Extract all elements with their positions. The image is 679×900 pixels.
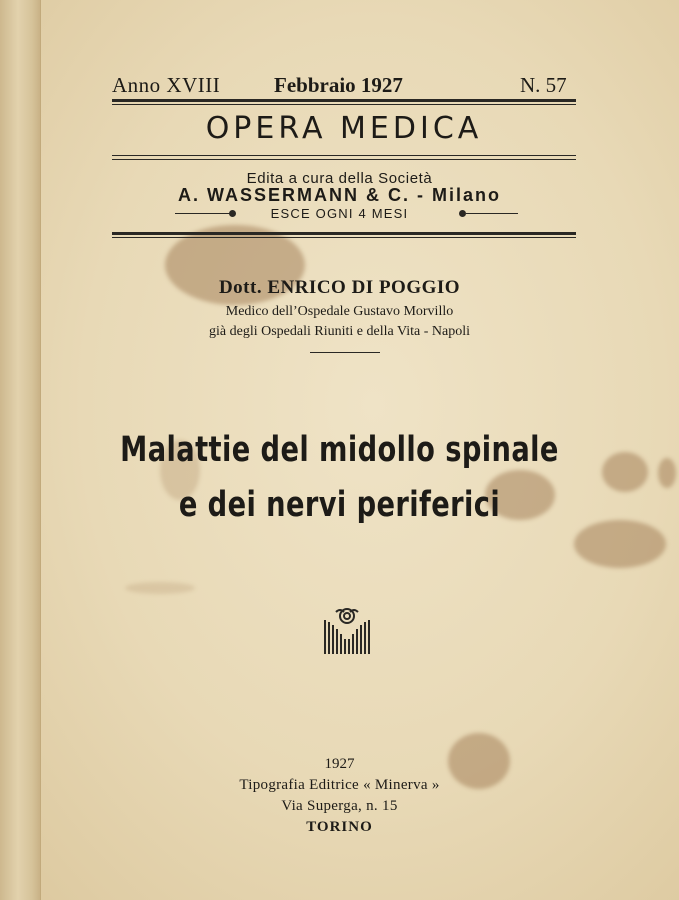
stain [658, 458, 676, 488]
stain [125, 582, 195, 594]
bullet-right [459, 210, 466, 217]
series-title: OPERA MEDICA [205, 111, 483, 146]
author-divider [310, 352, 380, 353]
volume-label: Anno XVIII [112, 73, 221, 97]
issue-date: Febbraio 1927 [274, 73, 403, 97]
series-rule [112, 155, 576, 156]
book-title-line-1: Malattie del midollo spinale [120, 430, 559, 470]
book-title-line-2: e dei nervi periferici [178, 485, 501, 525]
frequency-rule-right [466, 213, 518, 214]
stain [574, 520, 666, 568]
edited-by-line: Edita a cura della Società [246, 170, 433, 187]
stain [602, 452, 648, 492]
author-name: Dott. ENRICO DI POGGIO [218, 277, 461, 298]
header-rule [112, 99, 576, 102]
publication-city: TORINO [306, 819, 373, 835]
masthead-rule [112, 232, 576, 235]
series-rule [112, 159, 576, 160]
printer-address: Via Superga, n. 15 [281, 798, 398, 814]
frequency-line: ESCE OGNI 4 MESI [270, 206, 409, 221]
publication-year: 1927 [324, 756, 355, 772]
publisher-monogram-icon [322, 606, 372, 656]
author-affiliation: Medico dell’Ospedale Gustavo Morvillo [225, 304, 454, 319]
printer-name: Tipografia Editrice « Minerva » [239, 777, 440, 793]
publisher-name: A. WASSERMANN & C. - Milano [178, 185, 501, 205]
author-affiliation: già degli Ospedali Riuniti e della Vita - Napoli [209, 324, 470, 339]
issue-number: N. 57 [520, 73, 567, 97]
header-rule-thin [112, 104, 576, 105]
masthead-rule-thin [112, 237, 576, 238]
